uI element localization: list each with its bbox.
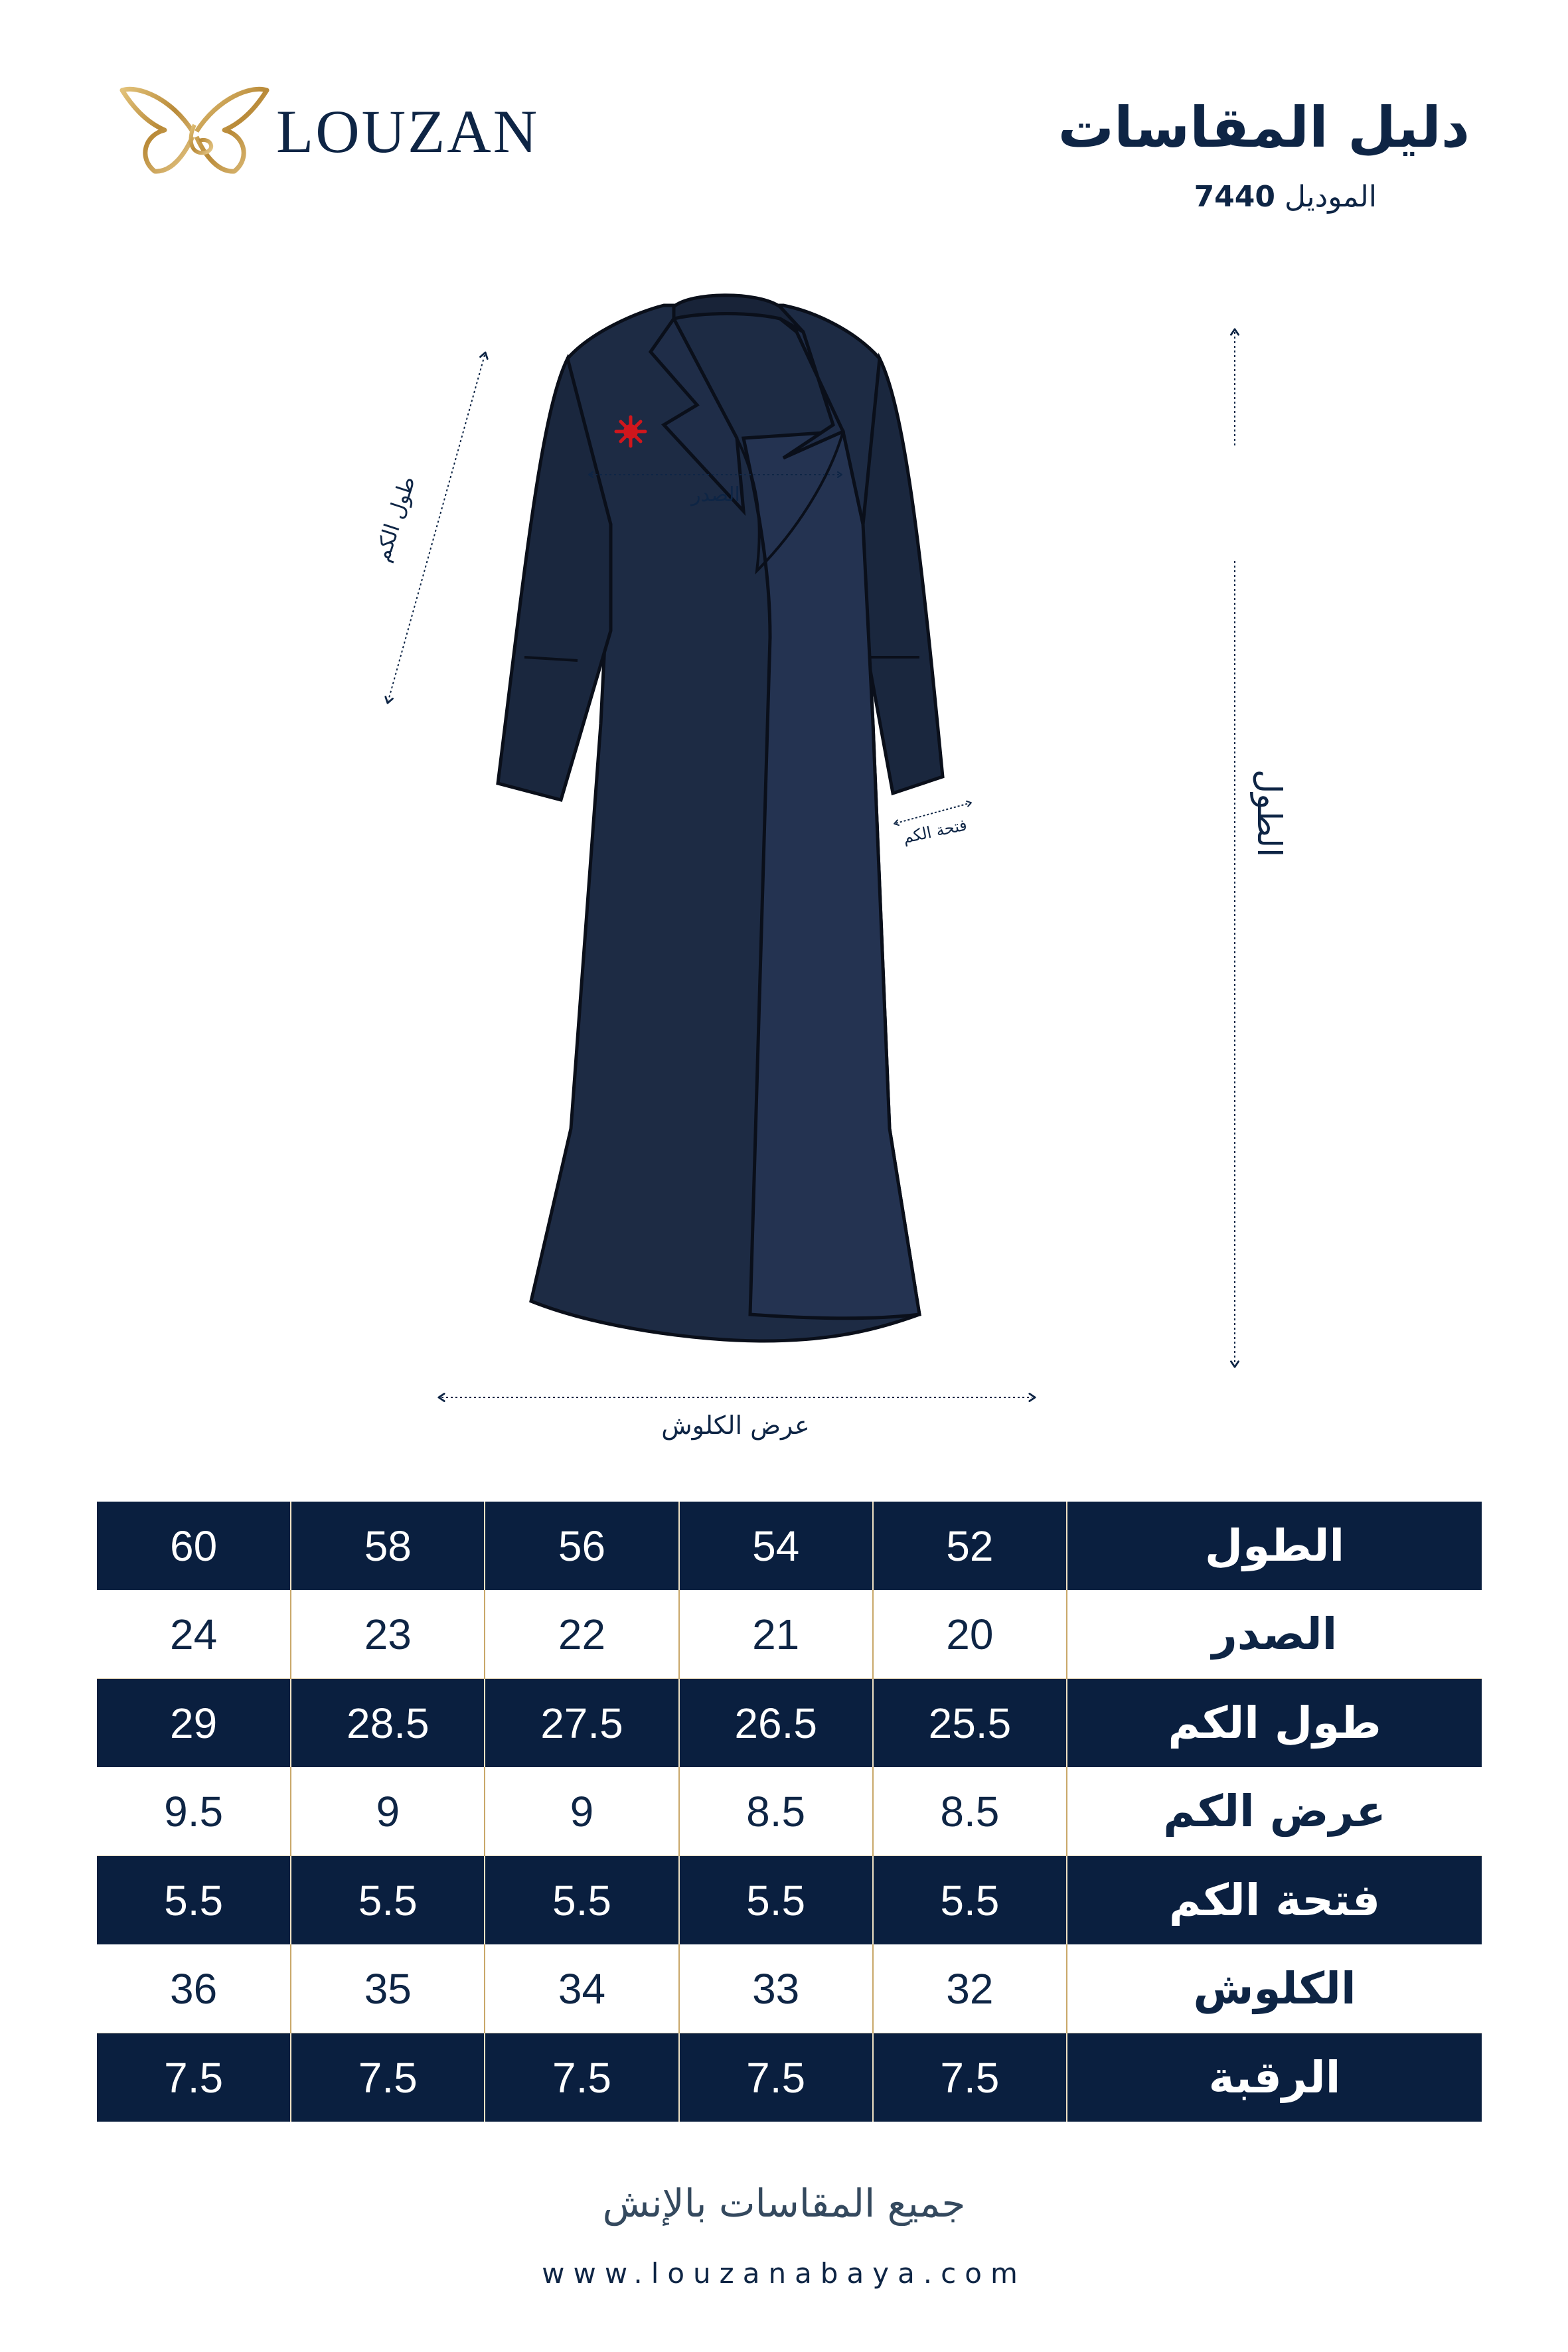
garment [498, 295, 943, 1341]
length-measure [1235, 332, 1289, 1364]
size-value-cell: 7.5 [873, 2033, 1067, 2122]
sleeve-length-label: طول الكم [368, 473, 421, 565]
size-value-cell: 5.5 [873, 1856, 1067, 1945]
size-value-cell: 7.5 [485, 2033, 678, 2122]
size-table [97, 1502, 1482, 2122]
size-value-cell: 23 [291, 1590, 485, 1679]
red-flower-brooch-icon [616, 417, 645, 446]
size-value-cell: 5.5 [679, 1856, 873, 1945]
size-value-cell: 36 [97, 1944, 291, 2033]
size-value-cell: 24 [97, 1590, 291, 1679]
size-value-cell: 5.5 [97, 1856, 291, 1945]
table-row [97, 1856, 1482, 1945]
sleeve-opening-label: فتحة الكم [901, 815, 969, 848]
sleeve-length-measure [369, 355, 485, 700]
table-row [97, 2033, 1482, 2122]
size-value-cell: 33 [679, 1944, 873, 2033]
size-value-cell: 8.5 [679, 1767, 873, 1856]
row-label: الطول [1067, 1502, 1482, 1590]
size-value-cell: 9.5 [97, 1767, 291, 1856]
table-row [97, 1679, 1482, 1768]
row-label: الصدر [1067, 1590, 1482, 1679]
hem-width-label: عرض الكلوش [661, 1411, 810, 1440]
size-value-cell: 9 [485, 1767, 678, 1856]
size-value-cell: 34 [485, 1944, 678, 2033]
size-value-cell: 8.5 [873, 1767, 1067, 1856]
size-value-cell: 35 [291, 1944, 485, 2033]
row-label: الرقبة [1067, 2033, 1482, 2122]
size-value-cell: 25.5 [873, 1679, 1067, 1768]
units-note: جميع المقاسات بالإنش [602, 2181, 966, 2226]
size-value-cell: 28.5 [291, 1679, 485, 1768]
row-label: عرض الكم [1067, 1767, 1482, 1856]
size-value-cell: 7.5 [679, 2033, 873, 2122]
size-value-cell: 5.5 [485, 1856, 678, 1945]
size-value-cell: 26.5 [679, 1679, 873, 1768]
model-number: 7440 [1194, 180, 1276, 214]
size-value-cell: 20 [873, 1590, 1067, 1679]
row-label: طول الكم [1067, 1679, 1482, 1768]
size-value-cell: 58 [291, 1502, 485, 1590]
size-value-cell: 27.5 [485, 1679, 678, 1768]
size-value-cell: 52 [873, 1502, 1067, 1590]
length-label: الطول [1250, 769, 1289, 858]
size-value-cell: 32 [873, 1944, 1067, 2033]
table-row [97, 1767, 1482, 1856]
size-value-cell: 7.5 [97, 2033, 291, 2122]
size-value-cell: 54 [679, 1502, 873, 1590]
page-title: دليل المقاسات [1058, 95, 1470, 160]
size-value-cell: 29 [97, 1679, 291, 1768]
size-value-cell: 7.5 [291, 2033, 485, 2122]
size-value-cell: 56 [485, 1502, 678, 1590]
chest-label: الصدر [691, 483, 740, 507]
size-value-cell: 60 [97, 1502, 291, 1590]
size-value-cell: 5.5 [291, 1856, 485, 1945]
table-row [97, 1502, 1482, 1590]
sleeve-opening-measure [896, 803, 969, 847]
brand-name: LOUZAN [276, 98, 540, 165]
row-label: فتحة الكم [1067, 1856, 1482, 1945]
website-link[interactable]: www.louzanabaya.com [542, 2257, 1026, 2290]
table-row [97, 1944, 1482, 2033]
size-value-cell: 9 [291, 1767, 485, 1856]
hem-width-measure [441, 1397, 1032, 1441]
row-label: الكلوش [1067, 1944, 1482, 2033]
model-label: الموديل [1285, 180, 1377, 214]
size-value-cell: 21 [679, 1590, 873, 1679]
size-value-cell: 22 [485, 1590, 678, 1679]
table-row [97, 1590, 1482, 1679]
